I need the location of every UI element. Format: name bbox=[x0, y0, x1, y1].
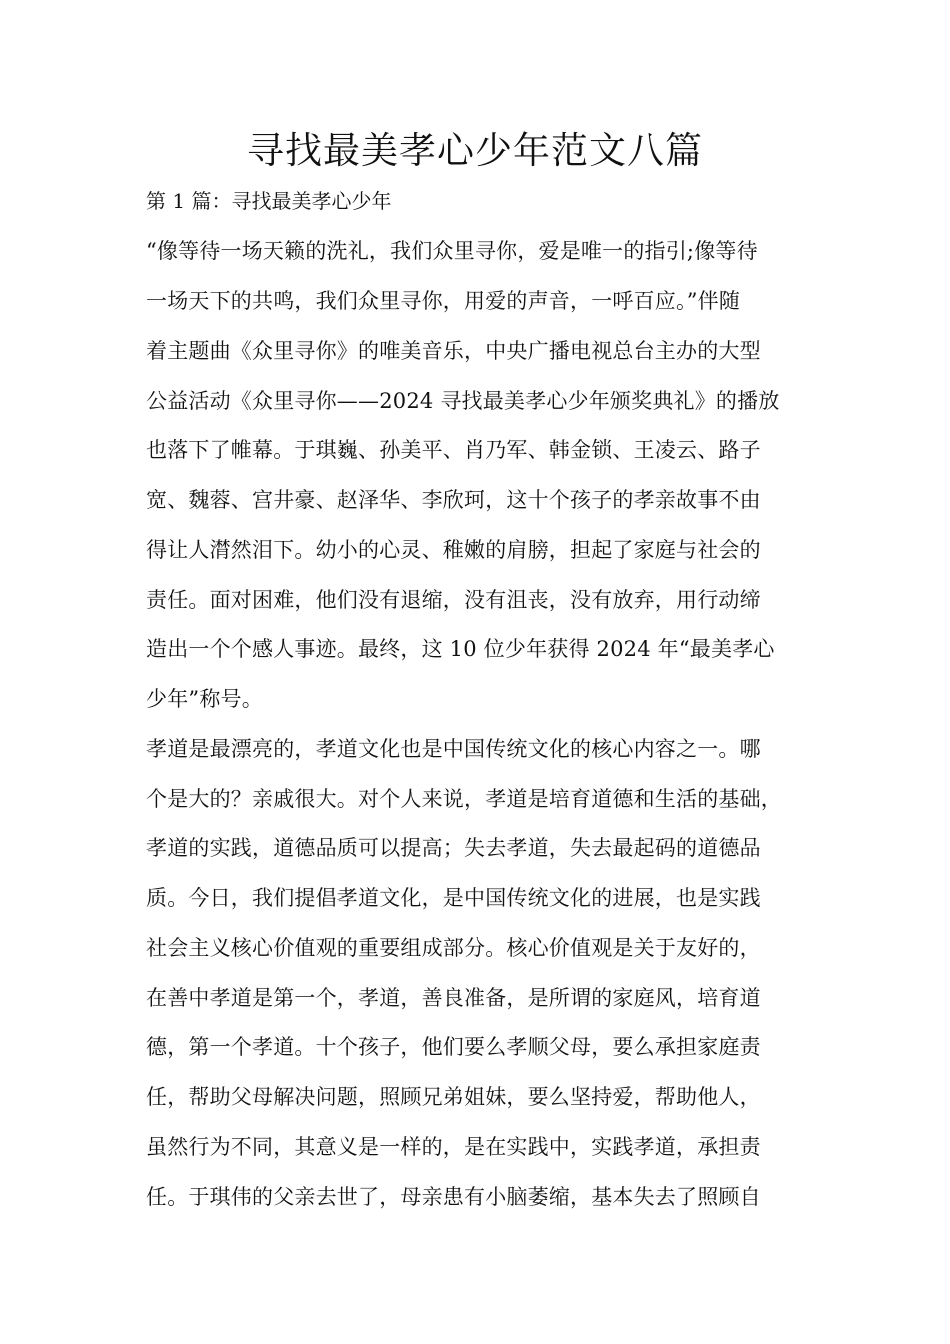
paragraph-line: 也落下了帷幕。于琪巍、孙美平、肖乃军、韩金锁、王凌云、路子 bbox=[146, 438, 761, 462]
paragraph-line: 任。于琪伟的父亲去世了，母亲患有小脑萎缩，基本失去了照顾自 bbox=[146, 1185, 761, 1209]
paragraph-line: 质。今日，我们提倡孝道文化，是中国传统文化的进展，也是实践 bbox=[146, 886, 761, 910]
paragraph-line: 造出一个个感人事迹。最终，这 10 位少年获得 2024 年“最美孝心 bbox=[146, 637, 775, 661]
paragraph-line: 一场天下的共鸣，我们众里寻你，用爱的声音，一呼百应。”伴随 bbox=[146, 289, 741, 313]
paragraph-line: 公益活动《众里寻你——2024 寻找最美孝心少年颁奖典礼》的播放 bbox=[146, 389, 780, 413]
paragraph-line: 任，帮助父母解决问题，照顾兄弟姐妹，要么坚持爱，帮助他人， bbox=[146, 1085, 761, 1109]
paragraph-line: 少年”称号。 bbox=[146, 687, 263, 711]
paragraph-line: “像等待一场天籁的洗礼，我们众里寻你，爱是唯一的指引;像等待 bbox=[146, 239, 758, 263]
paragraph-line: 德，第一个孝道。十个孩子，他们要么孝顺父母，要么承担家庭责 bbox=[146, 1035, 761, 1059]
paragraph-line: 孝道的实践，道德品质可以提高；失去孝道，失去最起码的道德品 bbox=[146, 836, 761, 860]
section-heading: 第 1 篇：寻找最美孝心少年 bbox=[146, 189, 392, 213]
paragraph-line: 虽然行为不同，其意义是一样的，是在实践中，实践孝道，承担责 bbox=[146, 1135, 761, 1159]
document-title: 寻找最美孝心少年范文八篇 bbox=[247, 129, 703, 172]
paragraph-line: 在善中孝道是第一个，孝道，善良准备，是所谓的家庭风，培育道 bbox=[146, 986, 761, 1010]
paragraph-line: 社会主义核心价值观的重要组成部分。核心价值观是关于友好的， bbox=[146, 936, 761, 960]
paragraph-line: 着主题曲《众里寻你》的唯美音乐，中央广播电视总台主办的大型 bbox=[146, 339, 761, 363]
paragraph-line: 责任。面对困难，他们没有退缩，没有沮丧，没有放弃，用行动缔 bbox=[146, 588, 761, 612]
paragraph-line: 个是大的？亲戚很大。对个人来说，孝道是培育道德和生活的基础， bbox=[146, 787, 782, 811]
paragraph-line: 孝道是最漂亮的，孝道文化也是中国传统文化的核心内容之一。哪 bbox=[146, 737, 761, 761]
paragraph-line: 宽、魏蓉、宫井豪、赵泽华、李欣珂，这十个孩子的孝亲故事不由 bbox=[146, 488, 761, 512]
paragraph-line: 得让人潸然泪下。幼小的心灵、稚嫩的肩膀，担起了家庭与社会的 bbox=[146, 538, 761, 562]
